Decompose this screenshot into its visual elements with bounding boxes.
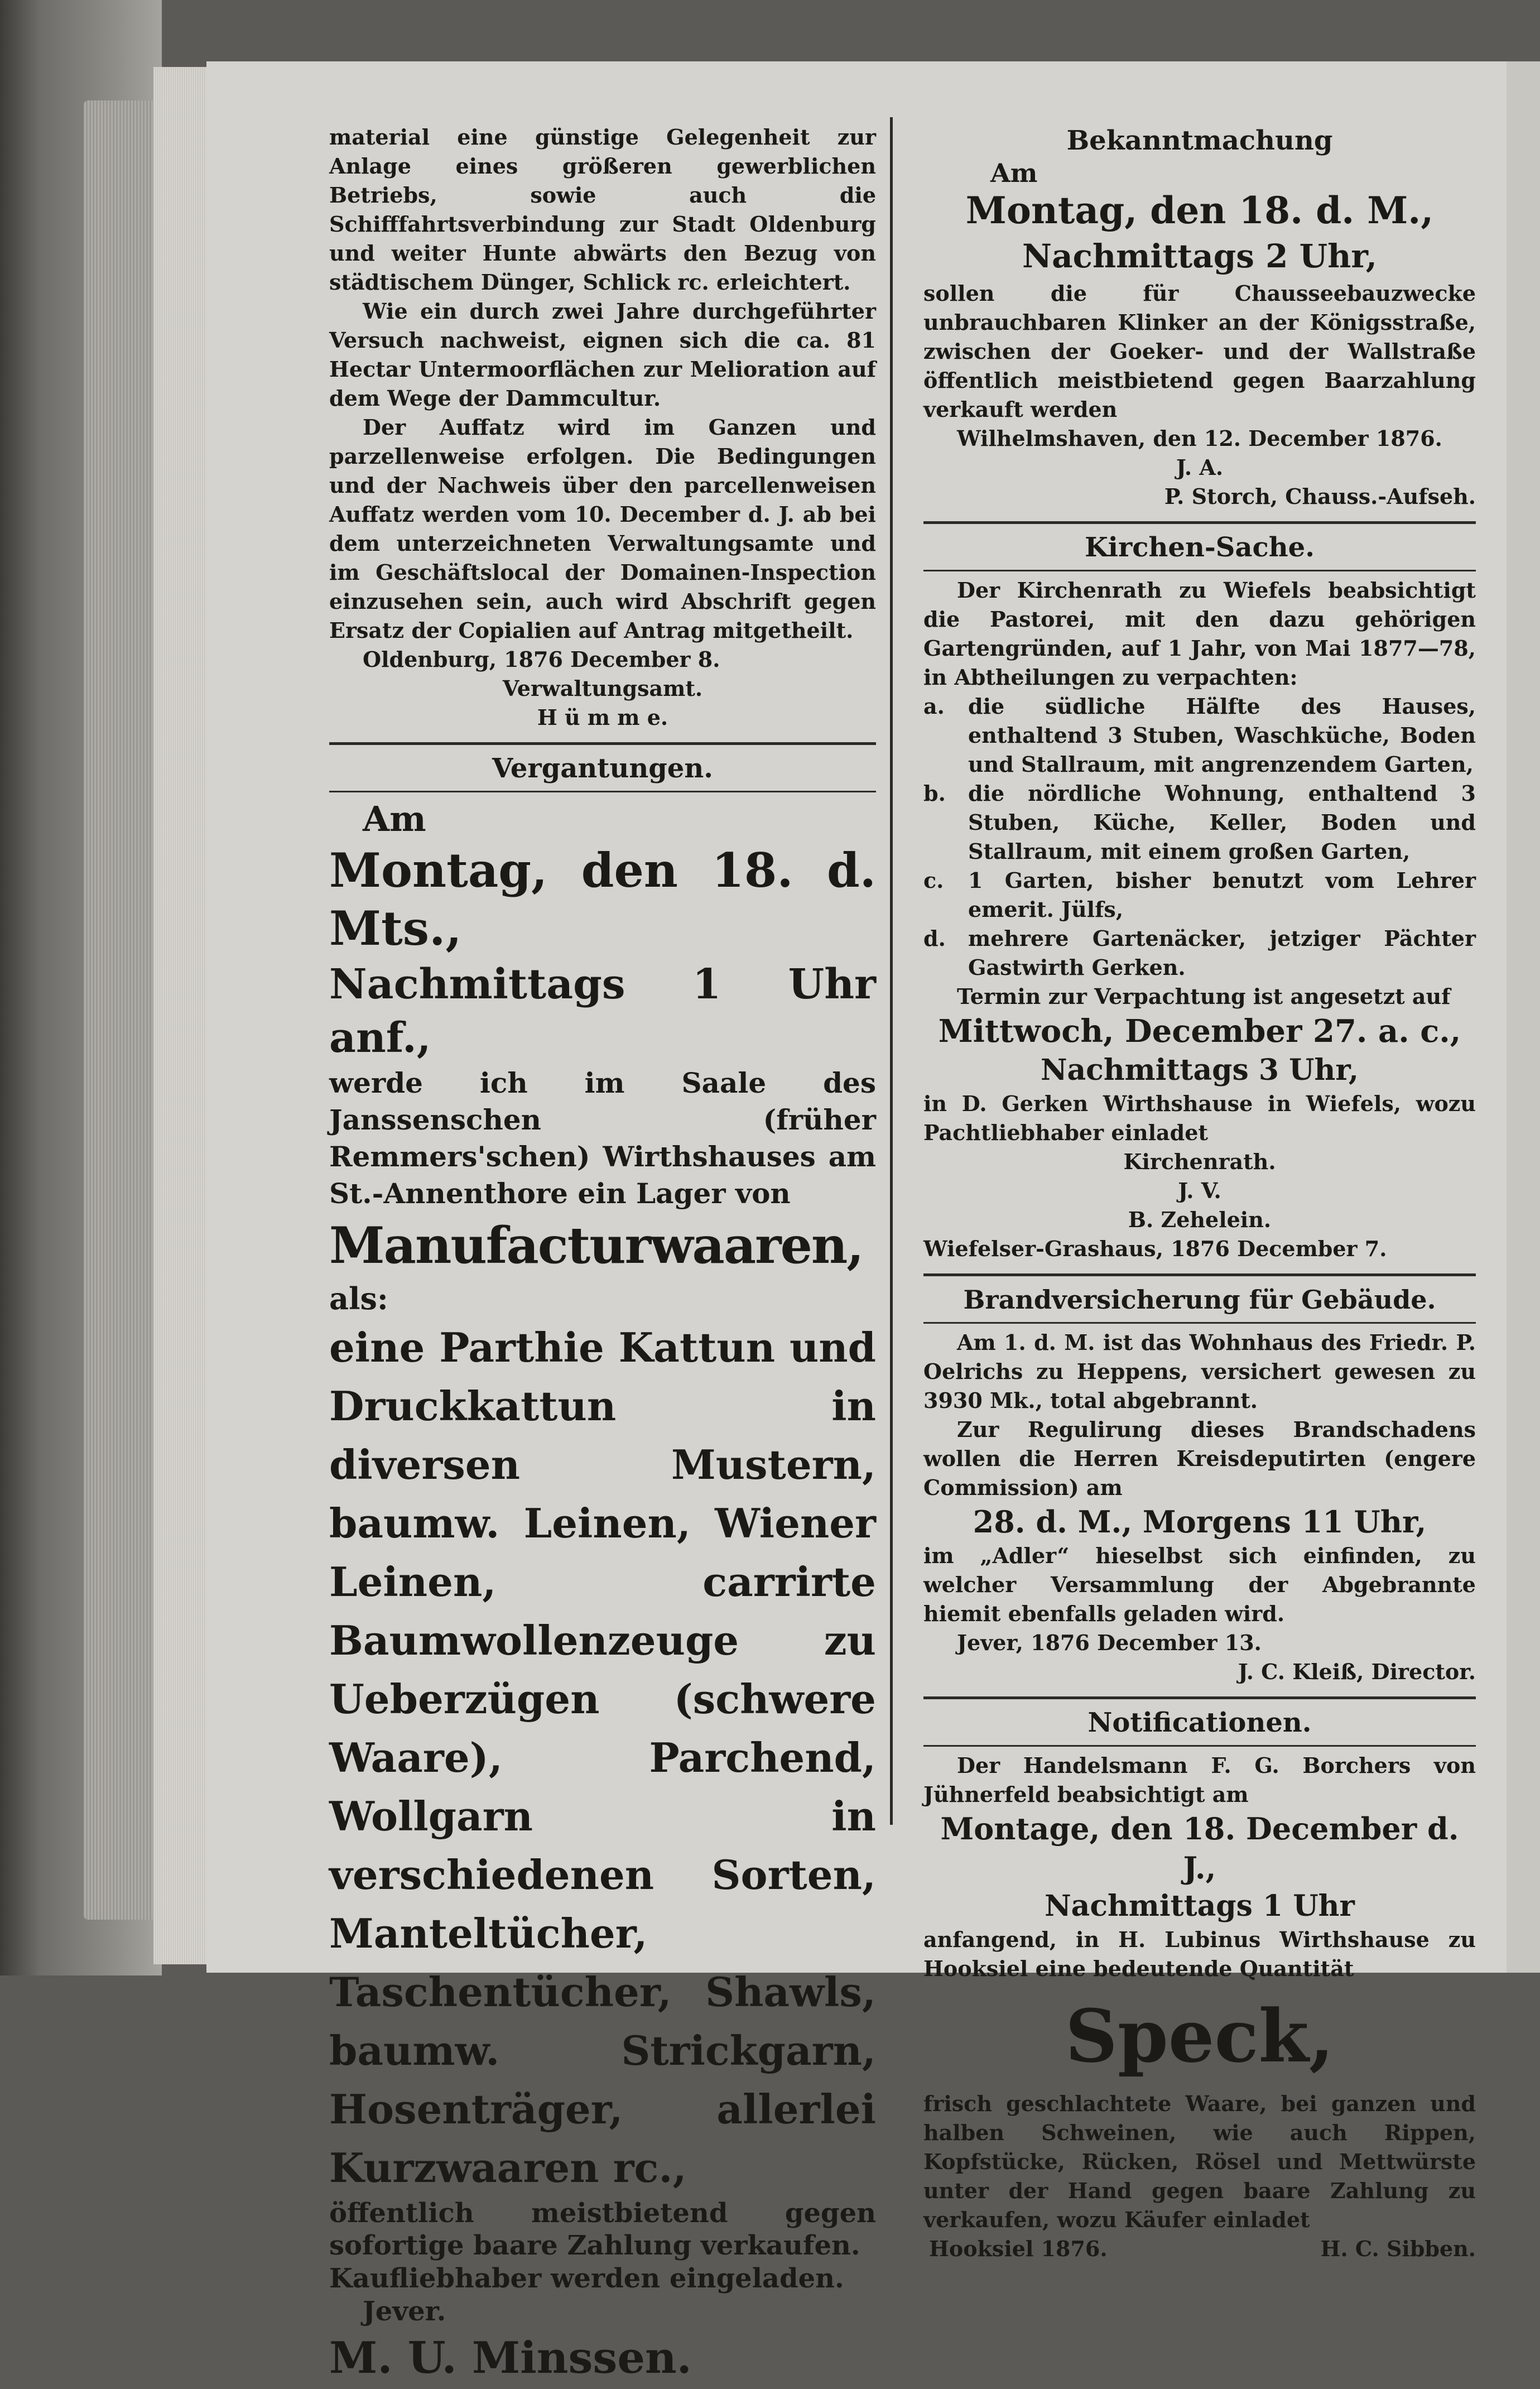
brand-body-3: im „Adler“ hieselbst sich einfinden, zu welcher Versammlung der Abgebrannte hiemit ebenfalls geladen wird.	[923, 1543, 1476, 1626]
item-text: die nördliche Wohnung, enthaltend 3 Stuben, Küche, Keller, Boden und Stallraum, mit einem großen Garten,	[968, 781, 1476, 864]
item-text: die südliche Hälfte des Hauses, enthaltend 3 Stuben, Waschküche, Boden und Stallraum, mit angrenzendem Garten,	[968, 694, 1476, 777]
seller-name: M. U. Minssen.	[329, 2333, 692, 2383]
kirchen-item-d	[923, 924, 1476, 982]
section-heading: Vergantungen.	[492, 753, 713, 784]
brand-heading: Brandversicherung für Gebäude.	[963, 1285, 1436, 1315]
office-name: Verwaltungsamt.	[502, 676, 703, 701]
book-spine	[84, 100, 156, 1920]
intro-paragraph-3: Der Auffatz wird im Ganzen und parzellenweise erfolgen. Die Bedingungen und der Nachweis über den parcellenweisen Auffatz werden vom 10. December d. J. ab bei dem unterzeichneten Verwaltungsamte und im Geschäftslocal der Domainen-Inspection einzusehen sein, auch wird Abschrift gegen Ersatz der Copialien auf Antrag mitgetheilt.	[329, 415, 876, 643]
bek-signature: P. Storch, Chauss.-Aufseh.	[1164, 484, 1476, 509]
bek-heading: Bekanntmachung	[1066, 125, 1333, 156]
notif-body-2: anfangend, in H. Lubinus Wirthshause zu Hooksiel eine bedeutende Quantität	[923, 1927, 1476, 1981]
signature: H ü m m e.	[537, 705, 668, 730]
notif-time: Nachmittags 1 Uhr	[1045, 1889, 1355, 1923]
item-text: 1 Garten, bisher benutzt vom Lehrer emerit. Jülfs,	[968, 868, 1476, 922]
item-label: b.	[923, 781, 946, 806]
kirchen-intro: Der Kirchenrath zu Wiefels beabsichtigt die Pastorei, mit den dazu gehörigen Gartengründen, auf 1 Jahr, von Mai 1877—78, in Abtheilungen zu verpachten:	[923, 578, 1476, 690]
item-label: a.	[923, 694, 945, 719]
heading-rule	[923, 1745, 1476, 1747]
brand-place-date: Jever, 1876 December 13.	[957, 1630, 1262, 1655]
brand-date: 28. d. M., Morgens 11 Uhr,	[973, 1504, 1427, 1540]
invitation: Kaufliebhaber werden eingeladen.	[329, 2263, 844, 2294]
brand-body-2: Zur Regulirung dieses Brandschadens wollen die Herren Kreisdeputirten (engere Commission) am	[923, 1417, 1476, 1500]
kirchen-place-date: Wiefelser-Grashaus, 1876 December 7.	[923, 1236, 1387, 1261]
bek-date: Montag, den 18. d. M.,	[965, 189, 1434, 232]
bek-body: sollen die für Chausseebauzwecke unbrauchbaren Klinker an der Königsstraße, zwischen der Goeker- und der Wallstraße öffentlich meistbietend gegen Baarzahlung verkauft werden	[923, 281, 1476, 422]
notif-heading: Notificationen.	[1087, 1707, 1312, 1738]
place-date: Oldenburg, 1876 December 8.	[363, 647, 720, 672]
section-rule	[923, 1696, 1476, 1699]
bek-place-date: Wilhelmshaven, den 12. December 1876.	[957, 426, 1442, 451]
am-label: Am	[363, 799, 426, 839]
right-column	[923, 123, 1476, 2263]
column-divider	[890, 117, 893, 1825]
notif-footer	[923, 2234, 1476, 2263]
intro-paragraph-2: Wie ein durch zwei Jahre durchgeführter Versuch nachweist, eignen sich die ca. 81 Hectar Untermoorflächen zur Melioration auf dem Wege der Dammcultur.	[329, 299, 876, 411]
section-rule	[923, 521, 1476, 524]
item-label: d.	[923, 926, 946, 951]
notif-product: Speck,	[1065, 1993, 1334, 2079]
kirchen-item-b	[923, 779, 1476, 866]
heading-rule	[923, 1322, 1476, 1324]
goods-list: eine Parthie Kattun und Druckkattun in diversen Mustern, baumw. Leinen, Wiener Leinen, carrirte Baumwollenzeuge zu Ueberzügen (schwere Waare), Parchend, Wollgarn in verschiedenen Sorten, Manteltücher, Taschentücher, Shawls, baumw. Strickgarn, Hosenträger, allerlei Kurzwaaren rc.,	[329, 1324, 876, 2191]
kirchen-date: Mittwoch, December 27. a. c.,	[938, 1013, 1461, 1050]
kirchen-place: in D. Gerken Wirthshause in Wiefels, wozu Pachtliebhaber einladet	[923, 1091, 1476, 1145]
product-heading: Manufacturwaaren,	[329, 1216, 863, 1275]
kirchen-iv: J. V.	[1178, 1178, 1221, 1203]
kirchen-time: Nachmittags 3 Uhr,	[1040, 1053, 1359, 1087]
kirchen-termin: Termin zur Verpachtung ist angesetzt auf	[957, 984, 1451, 1009]
item-text: mehrere Gartenäcker, jetziger Pächter Gastwirth Gerken.	[968, 926, 1476, 980]
section-rule	[329, 742, 876, 745]
notif-signature: H. C. Sibben.	[1320, 2236, 1476, 2261]
kirchen-council: Kirchenrath.	[1123, 1149, 1276, 1174]
notif-date: Montage, den 18. December d. J.,	[940, 1811, 1459, 1886]
left-column	[329, 123, 876, 2389]
kirchen-signature: B. Zehelein.	[1128, 1207, 1272, 1232]
brand-signature: J. C. Kleiß, Director.	[1238, 1659, 1476, 1684]
kirchen-item-c	[923, 866, 1476, 924]
notif-body-1: Der Handelsmann F. G. Borchers von Jühnerfeld beabsichtigt am	[923, 1753, 1476, 1807]
notif-place: Hooksiel 1876.	[929, 2236, 1108, 2261]
notif-body-3: frisch geschlachtete Waare, bei ganzen und halben Schweinen, wie auch Rippen, Kopfstücke, Rücken, Rösel und Mettwürste unter der Hand gegen baare Zahlung zu verkaufen, wozu Käufer einladet	[923, 2091, 1476, 2232]
auction-date: Montag, den 18. d. Mts.,	[329, 843, 876, 956]
als-label: als:	[329, 1281, 388, 1316]
auction-time: Nachmittags 1 Uhr anf.,	[329, 960, 876, 1062]
brand-body-1: Am 1. d. M. ist das Wohnhaus des Friedr. P. Oelrichs zu Heppens, versichert gewesen zu 3930 Mk., total abgebrannt.	[923, 1330, 1476, 1413]
section-rule	[923, 1273, 1476, 1276]
kirchen-item-a	[923, 692, 1476, 779]
item-label: c.	[923, 868, 944, 893]
heading-rule	[923, 570, 1476, 571]
auction-body: werde ich im Saale des Janssenschen (früher Remmers'schen) Wirthshauses am St.-Annenthore ein Lager von	[329, 1066, 876, 1210]
bek-time: Nachmittags 2 Uhr,	[1022, 237, 1377, 275]
kirchen-heading: Kirchen-Sache.	[1085, 532, 1315, 563]
bek-am: Am	[990, 158, 1038, 188]
bek-ia: J. A.	[1176, 455, 1224, 480]
intro-paragraph-1: material eine günstige Gelegenheit zur Anlage eines größeren gewerblichen Betriebs, sowie auch die Schifffahrtsverbindung zur Stadt Oldenburg und weiter Hunte abwärts den Bezug von städtischem Dünger, Schlick rc. erleichtert.	[329, 124, 876, 295]
heading-rule	[329, 791, 876, 792]
facing-page-edge	[1507, 61, 1540, 1973]
place: Jever.	[363, 2296, 446, 2327]
sale-terms: öffentlich meistbietend gegen sofortige baare Zahlung verkaufen.	[329, 2198, 876, 2261]
